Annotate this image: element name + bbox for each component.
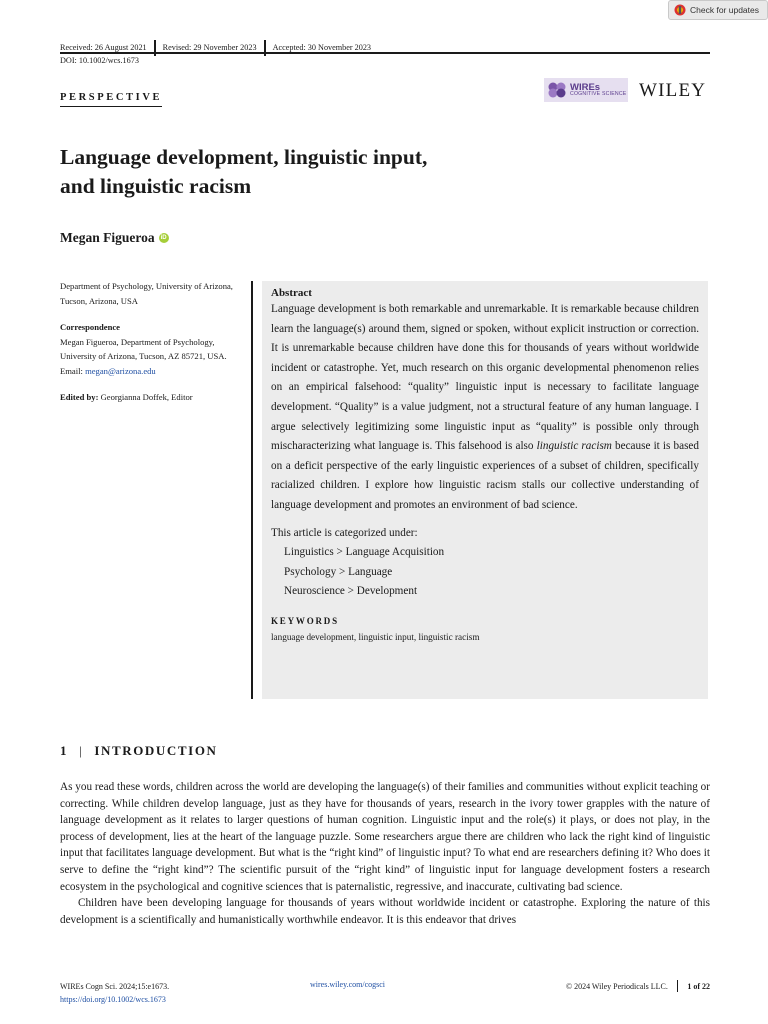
page-number: 1 of 22 <box>687 981 710 991</box>
footer-right <box>460 980 710 992</box>
wires-logo-icon <box>547 81 567 99</box>
check-for-updates-button[interactable] <box>668 0 768 20</box>
section-heading <box>60 743 218 759</box>
correspondence-label: Correspondence <box>60 322 120 332</box>
doi: DOI: 10.1002/wcs.1673 <box>60 56 139 65</box>
abstract-text-part: Language development is both remarkable and unremarkable. It is remarkable because children learn the language(s) around them, signed or spoken, without explicit instruction or correction. It is unremarkable because children have done this for thousands of years without worldwide incident or catastrophe. Yet, much research on this organic developmental phenomenon relies on an empirical falsehood: “quality” linguistic input is necessary to facilitate language development. “Quality” is a value judgment, not a structural feature of any human language. I argue selectively legitimizing some linguistic input as “quality” is possible only through mischaracterizing what language is. This falsehood is also <box>271 303 699 453</box>
article-title <box>60 143 580 201</box>
crossmark-icon <box>674 4 686 16</box>
keywords-list: language development, linguistic input, linguistic racism <box>271 631 480 642</box>
category-item[interactable]: Neuroscience > Development <box>284 585 418 598</box>
author-name[interactable]: Megan Figueroa <box>60 230 155 245</box>
keywords-heading: KEYWORDS <box>271 615 339 626</box>
body-text <box>60 779 710 928</box>
check-for-updates-label: Check for updates <box>690 5 759 15</box>
editor-name: Georgianna Doffek, Editor <box>98 392 193 402</box>
footer-journal-link[interactable]: wires.wiley.com/cogsci <box>310 980 386 989</box>
footer-citation-block <box>60 980 310 1006</box>
revised-date: Revised: 29 November 2023 <box>162 42 257 52</box>
section-title: INTRODUCTION <box>94 743 218 758</box>
category-item[interactable]: Linguistics > Language Acquisition <box>284 546 445 559</box>
abstract-text-part: because it is based on a deficit perspective of the early linguistic experiences of a subset of children, specifically racialized children. I explore how linguistic racism stalls our collective understanding of language development and promotes an environment of bad science. <box>271 440 699 511</box>
edited-by <box>60 390 242 405</box>
orcid-icon[interactable]: iD <box>160 235 167 241</box>
paragraph: As you read these words, children across the world are developing the language(s) of their families and communities without explicit teaching or correcting. While children develop language, just as they have for thousands of years, research in the ivory tower grapples with the nature of language development as it relates to larger questions of human cognition. Linguistic input and the role(s) it plays, or does not play, in the process of development, lies at the heart of the language puzzle. Some researchers argue there are children who lack the right kind of linguistic input that facilitates language development. But what is the “right kind” of linguistic input? To what end are researchers defining it? Who does it serve to define the “right kind”? The scientific pursuit of the “right kind” of linguistic input for language development fosters a research ecosystem in the psychological and cognitive sciences that is paternalistic, regressive, and inaccurate, cultivating bad science. <box>60 781 710 893</box>
footer-divider <box>677 980 679 992</box>
title-line-1: Language development, linguistic input, <box>60 145 428 169</box>
abstract-heading: Abstract <box>271 287 312 299</box>
category-item[interactable]: Psychology > Language <box>284 565 393 578</box>
accepted-date: Accepted: 30 November 2023 <box>272 42 372 52</box>
paragraph: Children have been developing language for thousands of years without worldwide incident or catastrophe. Exploring the nature of this development is a scientifically and humanistically worthwhile endeavor. It is this endeavor that drives <box>60 897 710 926</box>
footer-citation: WIREs Cogn Sci. 2024;15:e1673. <box>60 982 170 991</box>
title-line-2: and linguistic racism <box>60 174 252 198</box>
header-rule <box>60 52 710 54</box>
footer-copyright: © 2024 Wiley Periodicals LLC. <box>566 981 668 991</box>
abstract-italic-term: linguistic racism <box>536 440 612 453</box>
correspondence-text: Megan Figueroa, Department of Psychology, University of Arizona, Tucson, AZ 85721, USA. <box>60 336 227 361</box>
abstract-rule <box>251 281 253 699</box>
received-date: Received: 26 August 2021 <box>60 42 147 52</box>
abstract-box <box>262 281 708 699</box>
categorized-label: This article is categorized under: <box>271 526 418 539</box>
abstract-text <box>271 300 699 516</box>
section-label: PERSPECTIVE <box>60 92 162 107</box>
section-number: 1 <box>60 743 69 758</box>
publisher-logo: WILEY <box>639 80 707 101</box>
edited-by-label: Edited by: <box>60 392 99 402</box>
journal-logo <box>544 78 628 102</box>
author <box>60 230 169 246</box>
affiliation: Department of Psychology, University of Arizona, Tucson, Arizona, USA <box>60 281 233 306</box>
section-divider: | <box>79 743 84 758</box>
email-label: Email: <box>60 365 86 376</box>
footer-doi-link[interactable]: https://doi.org/10.1002/wcs.1673 <box>60 995 166 1004</box>
journal-logo-main: WIREs <box>570 81 601 93</box>
page-footer <box>60 980 710 1006</box>
correspondence <box>60 320 242 378</box>
article-info-sidebar <box>60 279 242 417</box>
email-link[interactable]: megan@arizona.edu <box>85 365 156 376</box>
journal-logo-sub: COGNITIVE SCIENCE <box>570 91 627 98</box>
